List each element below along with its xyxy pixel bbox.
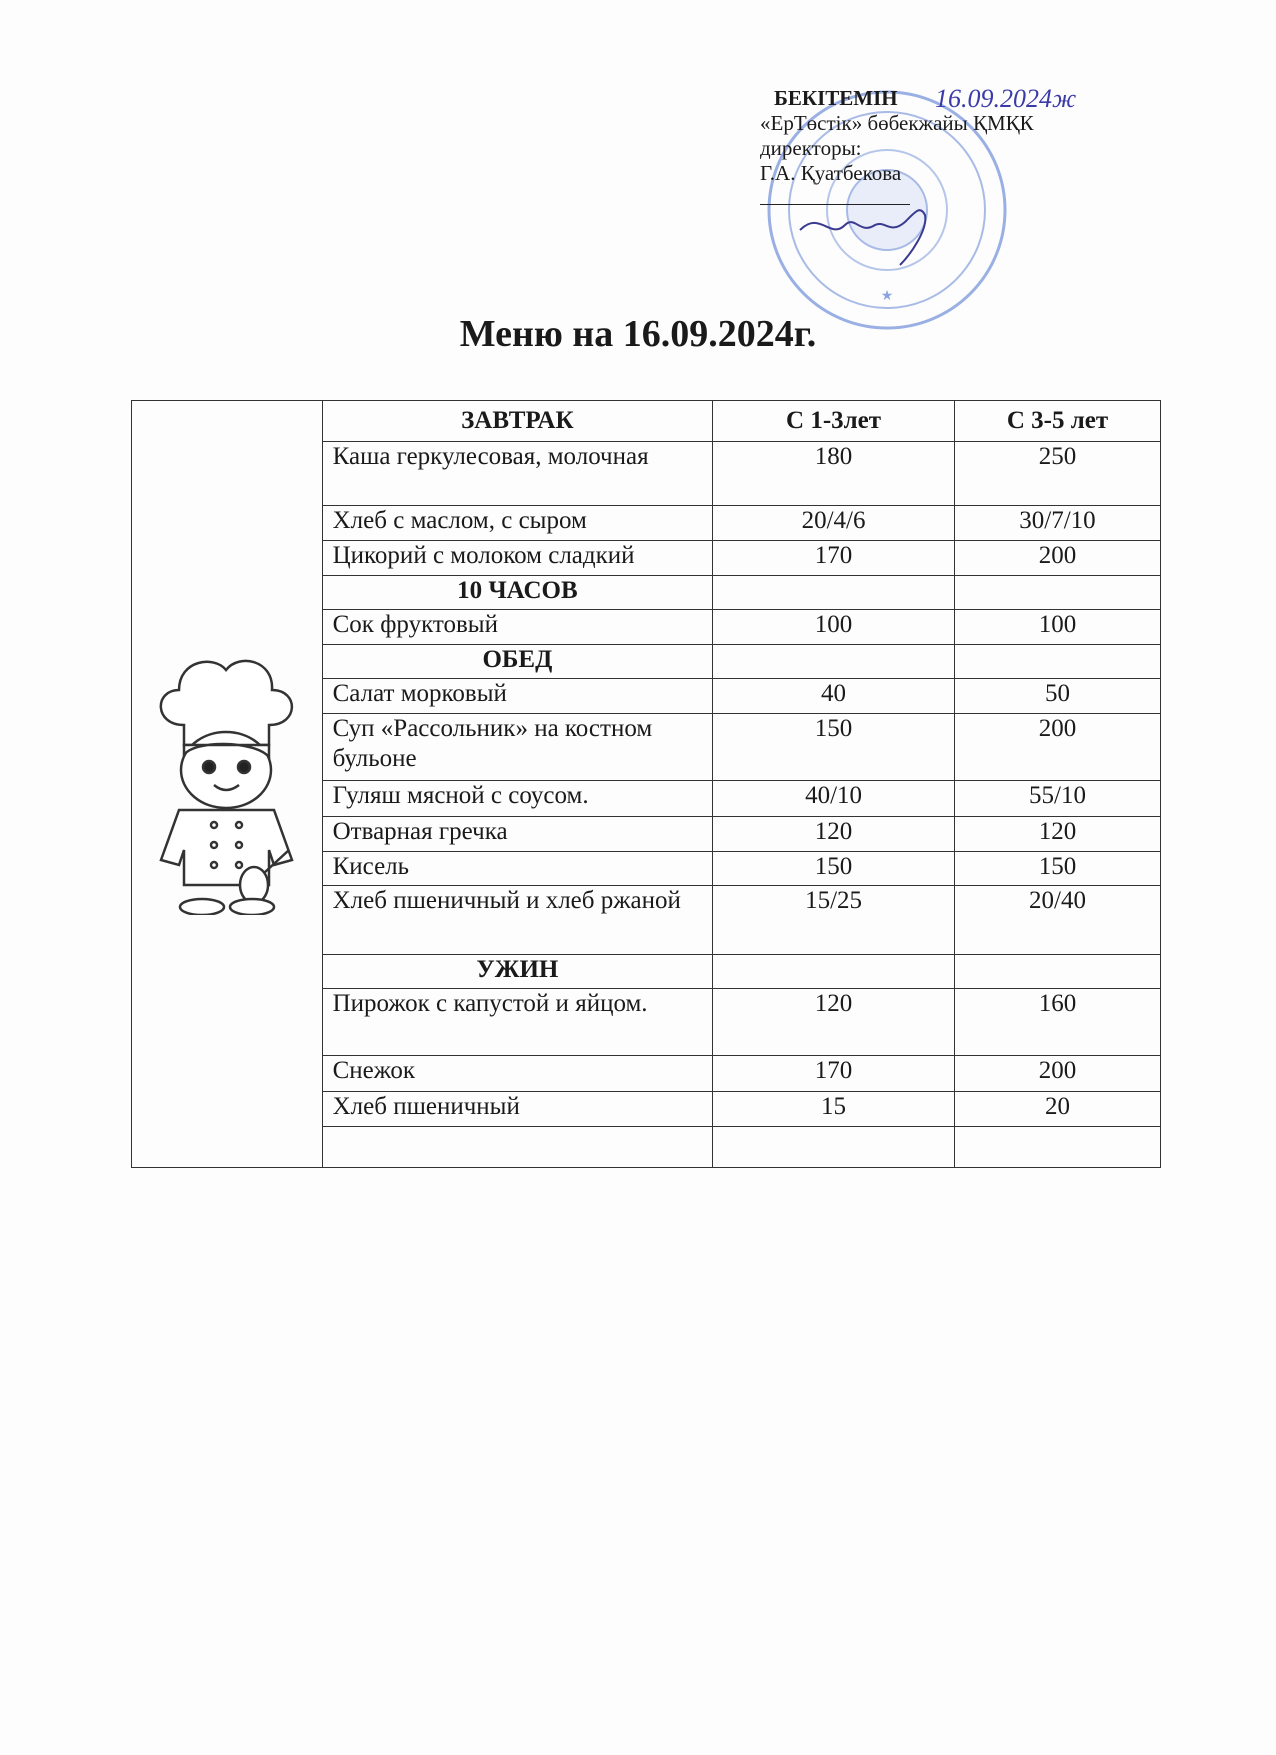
portion-1-3: 40 (713, 679, 955, 714)
dish-name: Отварная гречка (322, 817, 712, 852)
table-header-row (132, 401, 1161, 442)
portion-3-5: 30/7/10 (954, 506, 1160, 541)
portion-3-5 (954, 955, 1160, 989)
portion-3-5: 100 (954, 610, 1160, 645)
page-title: Меню на 16.09.2024г. (459, 313, 817, 355)
dish-name: Суп «Рассольник» на костном бульоне (322, 714, 712, 781)
dish-name: Хлеб пшеничный (322, 1092, 712, 1127)
header-meal: ЗАВТРАК (322, 401, 712, 442)
portion-3-5: 20 (954, 1092, 1160, 1127)
dish-name: Кисель (322, 852, 712, 886)
portion-3-5 (954, 576, 1160, 610)
portion-3-5: 150 (954, 852, 1160, 886)
dish-name: Хлеб с маслом, с сыром (322, 506, 712, 541)
portion-1-3: 100 (713, 610, 955, 645)
dish-name: Сок фруктовый (322, 610, 712, 645)
portion-3-5: 200 (954, 1056, 1160, 1092)
portion-1-3: 170 (713, 541, 955, 576)
portion-1-3: 120 (713, 989, 955, 1056)
portion-3-5: 200 (954, 541, 1160, 576)
portion-3-5 (954, 1127, 1160, 1168)
menu-table (131, 400, 1161, 1168)
portion-3-5 (954, 645, 1160, 679)
handwritten-date: 16.09.2024ж (935, 84, 1077, 113)
dish-name: Гуляш мясной с соусом. (322, 781, 712, 817)
portion-1-3: 20/4/6 (713, 506, 955, 541)
portion-3-5: 160 (954, 989, 1160, 1056)
portion-1-3: 15 (713, 1092, 955, 1127)
portion-1-3 (713, 1127, 955, 1168)
portion-3-5: 50 (954, 679, 1160, 714)
dish-name: Снежок (322, 1056, 712, 1092)
dish-name (322, 1127, 712, 1168)
dish-name: Каша геркулесовая, молочная (322, 442, 712, 506)
portion-1-3: 170 (713, 1056, 955, 1092)
portion-1-3 (713, 955, 955, 989)
portion-1-3: 15/25 (713, 886, 955, 955)
svg-text:★: ★ (880, 289, 894, 304)
approval-heading: БЕКІТЕМІН (774, 86, 898, 110)
approval-org: «ЕрТөстік» бөбекжайы ҚМҚК (760, 111, 1034, 135)
portion-1-3 (713, 645, 955, 679)
portion-1-3: 150 (713, 714, 955, 781)
portion-1-3: 180 (713, 442, 955, 506)
signature-icon (790, 200, 950, 270)
dish-name: ОБЕД (322, 645, 712, 679)
dish-name: 10 ЧАСОВ (322, 576, 712, 610)
chef-illustration-cell (132, 401, 323, 1168)
dish-name: Пирожок с капустой и яйцом. (322, 989, 712, 1056)
portion-1-3: 120 (713, 817, 955, 852)
portion-1-3: 40/10 (713, 781, 955, 817)
portion-3-5: 250 (954, 442, 1160, 506)
portion-3-5: 200 (954, 714, 1160, 781)
approval-role: директоры: (760, 136, 862, 160)
portion-1-3: 150 (713, 852, 955, 886)
portion-3-5: 55/10 (954, 781, 1160, 817)
dish-name: Салат морковый (322, 679, 712, 714)
approval-name: Г.А. Қуатбекова (760, 161, 902, 185)
dish-name: Цикорий с молоком сладкий (322, 541, 712, 576)
portion-3-5: 120 (954, 817, 1160, 852)
dish-name: Хлеб пшеничный и хлеб ржаной (322, 886, 712, 955)
portion-1-3 (713, 576, 955, 610)
header-age-1-3: С 1-3лет (713, 401, 955, 442)
dish-name: УЖИН (322, 955, 712, 989)
portion-3-5: 20/40 (954, 886, 1160, 955)
header-age-3-5: С 3-5 лет (954, 401, 1160, 442)
chef-boy-icon (134, 645, 319, 915)
